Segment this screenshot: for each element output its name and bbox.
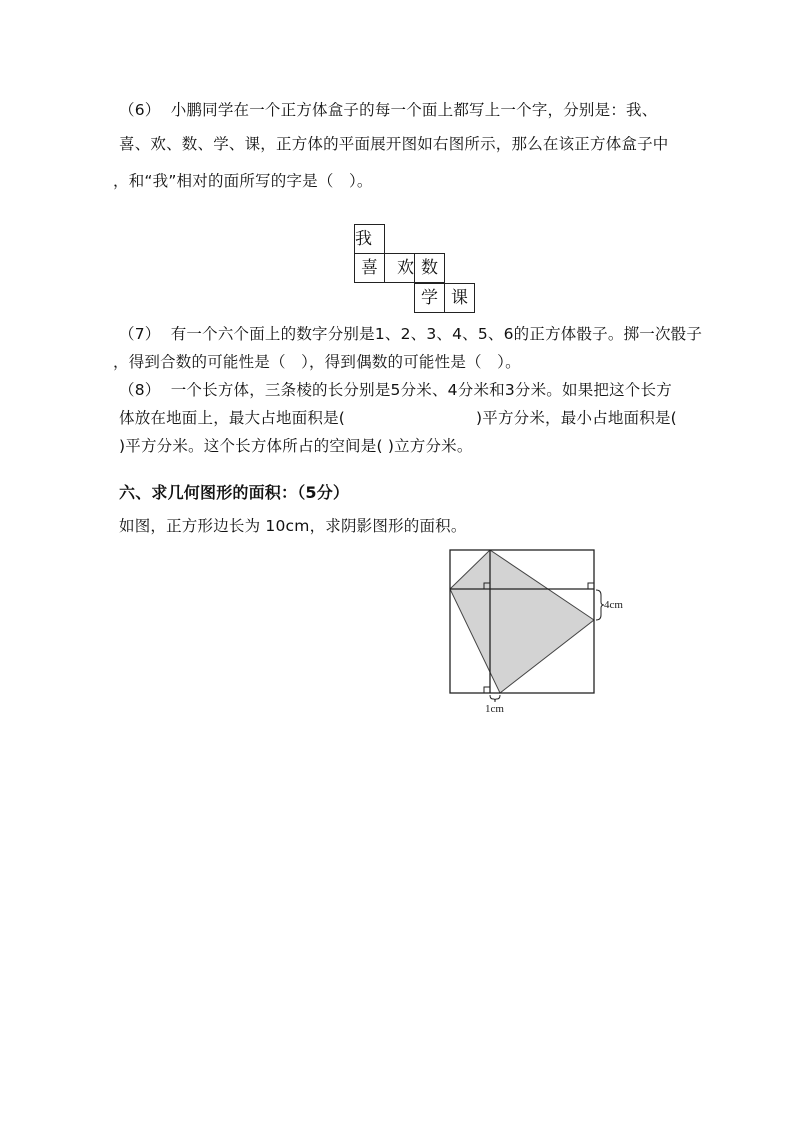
label-1cm: 1cm — [485, 703, 504, 715]
net-cell-wo: 我 — [354, 224, 385, 254]
q6-line-3: ，和“我”相对的面所写的字是（ ）。 — [113, 172, 373, 190]
q8-line-2b: )平方分米，最小占地面积是( — [476, 409, 677, 427]
q6-line-2: 喜、欢、数、学、课，正方体的平面展开图如右图所示，那么在该正方体盒子中 — [119, 135, 669, 153]
q7-line-1: （7） 有一个六个面上的数字分别是1、2、3、4、5、6的正方体骰子。掷一次骰子 — [119, 325, 703, 343]
net-cell-ke: 课 — [444, 283, 475, 313]
net-cell-huan: 欢 — [384, 253, 415, 283]
net-cell-xi: 喜 — [354, 253, 385, 283]
section6-heading: 六、求几何图形的面积：（5分） — [119, 483, 350, 502]
q7-line-2: ，得到合数的可能性是（ ），得到偶数的可能性是（ ）。 — [113, 353, 521, 371]
label-4cm: 4cm — [604, 599, 623, 611]
cube-net-diagram — [354, 224, 475, 314]
square-shaded-quad-diagram — [440, 540, 640, 725]
net-cell-shu: 数 — [414, 253, 445, 283]
geometry-figure — [440, 540, 640, 725]
q8-line-3: )平方分米。这个长方体所占的空间是( )立方分米。 — [119, 437, 473, 455]
section6-prompt: 如图，正方形边长为 10cm，求阴影图形的面积。 — [119, 517, 467, 535]
net-cell-xue: 学 — [414, 283, 445, 313]
q6-line-1: （6） 小鹏同学在一个正方体盒子的每一个面上都写上一个字，分别是：我、 — [119, 101, 658, 119]
q8-line-1: （8） 一个长方体，三条棱的长分别是5分米、4分米和3分米。如果把这个长方 — [119, 381, 672, 399]
q8-line-2a: 体放在地面上，最大占地面积是( — [119, 409, 346, 427]
